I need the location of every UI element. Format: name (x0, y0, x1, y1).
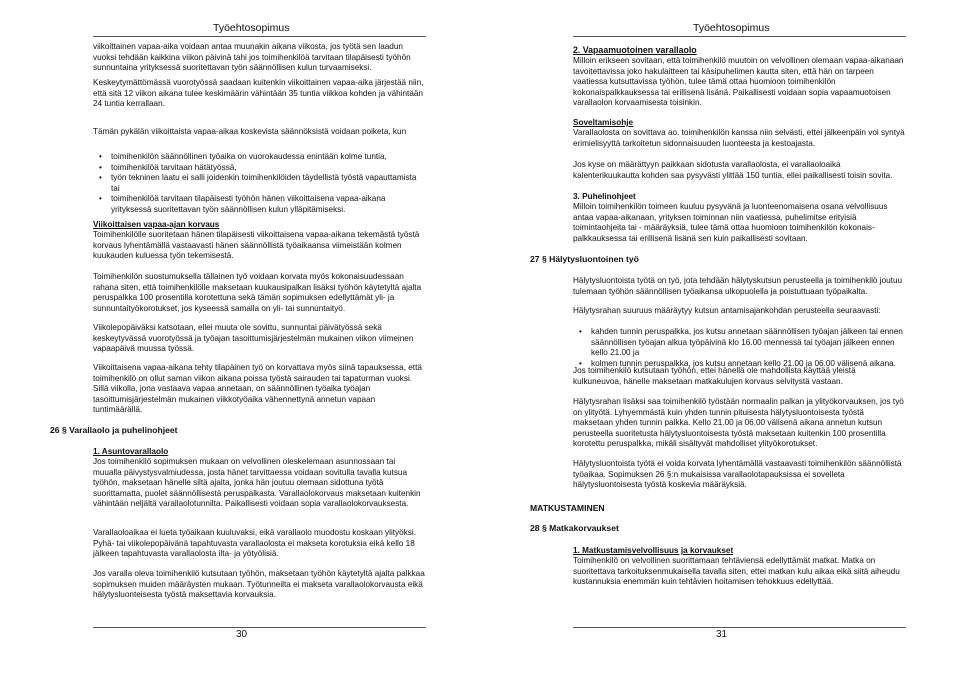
bullet-list (577, 327, 906, 369)
paragraph: Tämän pykälän viikoittaista vapaa-aikaa koskevista säännöksistä voidaan poiketa, kun (93, 127, 407, 136)
paragraph: Viikoittaisena vapaa-aikana tehty tilapäinen työ on korvattava myös siinä tapauksessa, että toimihenkilö on ollut saman viikon aikana poissa työstä sairauden tai tapaturman vuoksi. Sillä viikolla, jona vastaava vapaa annetaan, on säännöllinen työaika työajan tasoittumisjärjestelmän mukainen viikkotyöaika vähennettynä annetun vapaan tuntimäärällä. (93, 363, 422, 415)
paragraph: Jos varalla oleva toimihenkilö kutsutaan työhön, maksetaan työhön käytetyltä ajalta palkkaa sopimuksen muiden määräysten mukaan. Työtunneilta ei makseta varallaolokorvausta eikä hälytysluonteisesta työstä maksettavia korvauksia. (93, 569, 425, 600)
subheading: Soveltamisohje (573, 118, 634, 127)
footer-rule (573, 627, 906, 628)
page-header-title: Työehtosopimus (213, 22, 290, 34)
header-rule (93, 36, 426, 37)
paragraph: viikoittainen vapaa-aika voidaan antaa muunakin aikana viikosta, jos työtä sen laadun vuoksi tehdään kaikkina viikon päivinä tahi jos toimihenkilöä tarvitaan tilapäisesti työhön sunnuntaina yrityksessä suoritettavan työn säännöllisen kulun turvaamiseksi. (93, 42, 411, 73)
page-number: 30 (236, 629, 248, 640)
list-item: • kolmen tunnin peruspalkka, jos kutsu annetaan kello 21.00 ja 06.00 välisenä aikana. (591, 359, 906, 370)
paragraph: Hälytysluontoista työtä on työ, jota tehdään hälytyskutsun perusteella ja toimihenkilö joutuu tulemaan työhön säännöllisen työaikansa ulkopuolella ja poistuttuaan työpaikalta. (573, 276, 903, 296)
subheading: 1. Matkustamisvelvollisuus ja korvaukset (573, 546, 734, 555)
subheading: Viikoittaisen vapaa-ajan korvaus (93, 220, 220, 229)
paragraph: Hälytysluontoista työtä ei voida korvata lyhentämällä vastaavasti toimihenkilön säännöllistä työaikaa. Sopimuksen 26 §:n mukaisissa varallaolotapauksissa ei sovelleta hälytysluontoisesta työstä koskevia määräyksiä. (573, 459, 902, 490)
header-rule (573, 36, 906, 37)
paragraph: Hälytysrahan suuruus määräytyy kutsun antamisajankohdan perusteella seuraavasti: (573, 306, 881, 315)
page-header-title: Työehtosopimus (693, 22, 770, 34)
subheading: 2. Vapaamuotoinen varallaolo (573, 45, 697, 55)
paragraph: Viikolepopäiväksi katsotaan, ellei muuta ole sovittu, sunnuntai päivätyössä sekä keskeytyvässä vuorotyössä ja työajan tasoittumisjärjestelmän mukainen viikon viimeinen vapaapäivä muussa työssä. (93, 323, 414, 354)
paragraph: Jos kyse on määrättyyn paikkaan sidotusta varallaolosta, ei varallaoloaika kalenterikuukautta kohden saa pysyvästi ylittää 150 tuntia, ellei paikallisesti toisin sovita. (573, 160, 893, 180)
page-number: 31 (716, 629, 728, 640)
paragraph: Milloin toimihenkilön toimeen kuuluu pysyvänä ja luonteenomaisena osana velvollisuus antaa vapaa-aikanaan, yrityksen toiminnan niin vaatiessa, puhelimitse erityisiä toimintaohjeita tai - määräyksiä, tulee tämä ottaa huomioon toimihenkilön kokonais-palkkauksessa tai erillisenä lisänä sen kuin paikallisesti sovitaan. (573, 202, 888, 243)
paragraph: Varallaoloaikaa ei lueta työaikaan kuuluvaksi, eikä varallaolo muodostu koskaan ylityöksi. Pyhä- tai viikolepopäivänä tapahtuvasta varallaolosta ei makseta korotuksia eikä kello 18 jälkeen tapahtuvasta varallaolosta ilta- ja yötyölisiä. (93, 528, 416, 559)
list-item: • toimihenkilön säännöllinen työaika on vuorokaudessa enintään kolme tuntia, (111, 152, 426, 163)
paragraph: Toimihenkilö on velvollinen suorittamaan tehtäviensä edellyttämät matkat. Matka on suoritettava tarkoituksenmukaisella tavalla siten, ettei matkan kulu aikaa eikä siitä aiheudu kustannuksia enemmän kuin tehtävien hoitamisen tehokkuus edellyttää. (573, 556, 900, 587)
list-item: • toimihenkilöä tarvitaan hätätyössä, (111, 163, 426, 174)
paragraph: Milloin erikseen sovitaan, että toimihenkilö muutoin on velvollinen olemaan vapaa-aikanaan tavoitettavissa joko hakulaitteen tai käsipuhelimen kautta siten, että hän on tarpeen vaatiessa kutsuttavissa työhön, tulee tämä ottaa huomioon toimihenkilön kokonaispalkkauksessa tai erillisenä lisänä. Paikallisesti voidaan sopia vapaamuotoisen varallaolon korvaamisesta toisinkin. (573, 56, 904, 108)
subheading: 1. Asuntovarallaolo (93, 447, 169, 456)
list-item: • toimihenkilöä tarvitaan tilapäisesti työhön hänen viikoittaisena vapaa-aikana yrityksessä suoritettavan työn säännöllisen kulun ylläpitämiseksi. (111, 194, 426, 215)
bullet-list (97, 152, 426, 216)
section-heading: 26 § Varallaolo ja puhelinohjeet (50, 425, 178, 435)
paragraph: Varallaolosta on sovittava ao. toimihenkilön kanssa niin selvästi, ettei jälkeenpäin voi syntyä erimielisyyttä tarkoitetun sidonnaisuuden luonteesta ja kestoajasta. (573, 128, 905, 148)
page-right (480, 0, 960, 674)
section-heading: MATKUSTAMINEN (530, 503, 605, 513)
paragraph: Toimihenkilölle suoritetaan hänen tilapäisesti viikoittaisena vapaa-aikana tekemästä työstä korvaus lyhentämällä vastaavasti hänen säännöllistä työaikaansa viimeistään kolmen kuukauden kuluessa työn tekemisestä. (93, 230, 420, 261)
paragraph: Toimihenkilön suostumuksella tällainen työ voidaan korvata myös kokonaisuudessaan rahana siten, että toimihenkilölle maksetaan kuukausipalkan lisäksi työhön käytetyltä ajalta peruspalkka 100 prosentilla korotettuna sekä tämän sopimuksen edellyttämät yli- ja sunnuntaityökorotukset, jos kyseessä samalla on yli- tai sunnuntaityö. (93, 272, 422, 313)
subheading: 3. Puhelinohjeet (573, 192, 636, 201)
paragraph: Jos toimihenkilö sopimuksen mukaan on velvollinen oleskelemaan asunnossaan tai muualla päivystysvalmiudessa, josta hänet tarvittaessa voidaan sovitulla tavalla kutsua työhön, maksetaan hänelle siltä ajalta, jonka hän joutuu olemaan sidottuna työtä suorittamatta, puolet säännöllisestä peruspalkasta. Varallaolokorvaus maksetaan kuitenkin vähintään neljältä varallaolotunnilta. Paikallisesti voidaan sopia varallaolokorvauksesta. (93, 457, 421, 509)
section-heading: 28 § Matkakorvaukset (530, 523, 619, 533)
footer-rule (93, 627, 426, 628)
paragraph: Jos toimihenkilö kutsutaan työhön, ettei hänellä ole mahdollista käyttää yleistä kulkuneuvoa, hänelle maksetaan matkakulujen korvaus selvitystä vastaan. (573, 366, 856, 386)
list-item: • työn tekninen laatu ei salli joidenkin toimihenkilöiden täydellistä työstä vapauttamista tai (111, 173, 426, 194)
paragraph: Hälytysrahan lisäksi saa toimihenkilö työstään normaalin palkan ja ylityökorvauksen, jos työ on ylityötä. Lyhyemmästä kuin yhden tunnin pituisesta hälytysluontoisesta työstä maksetaan yhden tunnin palkka. Kello 21.00 ja 06.00 välisenä aikana annetun kutsun perusteella suoritetusta hälytysluontoisesta työstä maksetaan kuitenkin 100 prosentilla korotettu peruspalkka, mikäli sisältyvät mahdolliset ylityökorotukset. (573, 397, 904, 449)
section-heading: 27 § Hälytysluontoinen työ (530, 254, 639, 264)
list-item: • kahden tunnin peruspalkka, jos kutsu annetaan säännöllisen työajan jälkeen tai ennen säännöllisen työajan alkua työpäivinä klo 16.00 mennessä tai työajan jälkeen ennen kello 21.00 ja (591, 327, 906, 359)
paragraph: Keskeytymättömässä vuorotyössä saadaan kuitenkin viikoittainen vapaa-aika järjestää niin, että sitä 12 viikon aikana tulee keskimäärin vähintään 35 tuntia viikkoa kohden ja vähintään 24 tuntia kerrallaan. (93, 78, 424, 109)
